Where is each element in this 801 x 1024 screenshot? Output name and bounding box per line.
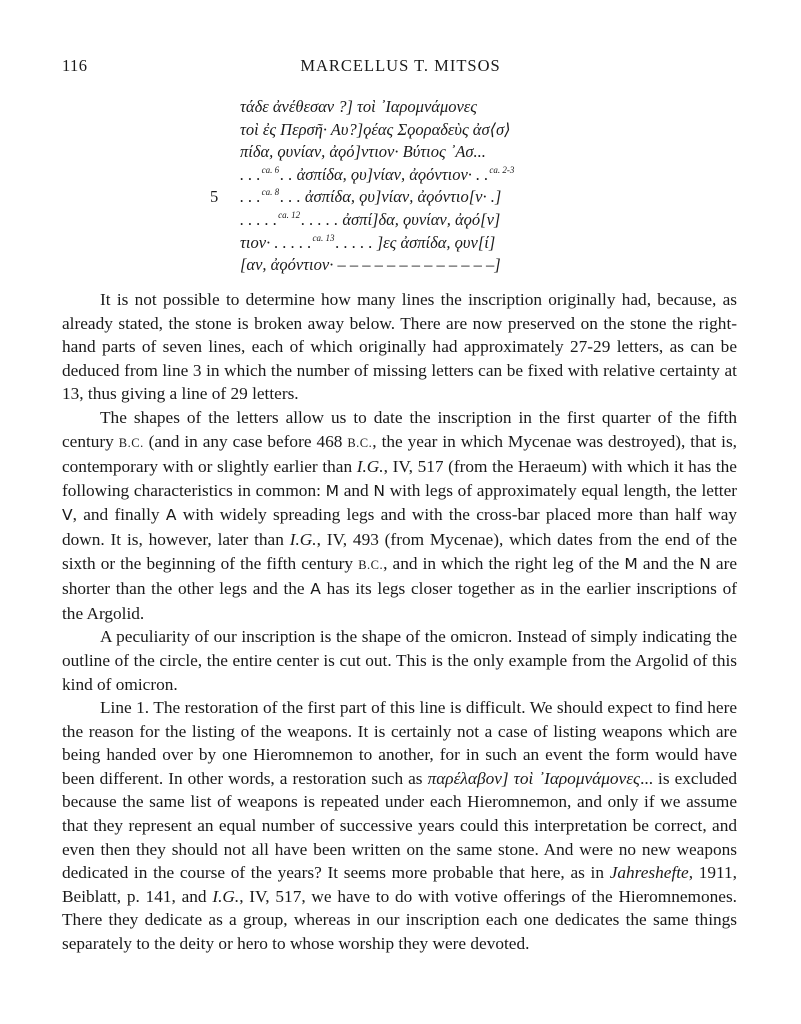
line-number: 5 bbox=[210, 187, 219, 207]
text-run: and the bbox=[637, 553, 700, 573]
inscription-line bbox=[240, 164, 660, 187]
text-run: (and in any case before 468 bbox=[143, 431, 348, 451]
italic-text: παρέλαβον] τοὶ ᾽Ιαρομνάμονες bbox=[427, 768, 641, 788]
inscription-segment: . . . ἀσπίδα, ϙυ]νίαν, ἀϙόντιο[ν· .] bbox=[280, 187, 502, 207]
text-run: , and finally bbox=[72, 505, 166, 525]
body-text bbox=[62, 288, 737, 956]
inscription-segment: τάδε ἀνέθεσαν ?] τοὶ ᾽Ιαρομνάμονες bbox=[240, 97, 478, 116]
italic-text: I.G. bbox=[289, 529, 317, 549]
lacuna-count: ca. 13 bbox=[312, 232, 335, 243]
inscription-segment: τιον· . . . . . bbox=[240, 232, 312, 252]
text-run: , IV, 517, we have to do with votive offerings of the Hieromnemones. There they dedicate as a group, whereas in our inscription each one dedicates the same things separately to the deity or hero to whose worship they were devoted. bbox=[62, 886, 737, 954]
inscription-segment: . . . . . ἀσπί]δα, ϙυνίαν, ἀϙό[ν] bbox=[301, 209, 501, 229]
inscription-segment: . . ἀσπίδα, ϙυ]νίαν, ἀϙόντιον· . . bbox=[280, 164, 489, 184]
small-caps-text: B.C. bbox=[347, 435, 373, 450]
italic-text: Jahreshefte bbox=[609, 863, 689, 883]
text-run: Line 1. The restoration of the first part of this line is difficult. We should expect to find here the reason for the listing of the weapons. It is certainly not a case of listing weapons which are being handed over by one Hieromnemon to another, for in such an event the form would have been different. In other words, a restoration such as bbox=[62, 698, 737, 788]
paragraph bbox=[62, 288, 737, 406]
letter-form: M bbox=[624, 554, 638, 573]
letter-form: N bbox=[373, 481, 385, 500]
text-run: has its legs closer together as in the earlier inscriptions of the Argolid. bbox=[62, 579, 737, 623]
italic-text: I.G. bbox=[356, 457, 384, 477]
inscription-segment: [αν, ἀϙόντιον· – – – – – – – – – – – – –] bbox=[240, 255, 501, 275]
lacuna-count: ca. 8 bbox=[261, 187, 280, 198]
text-run: with widely spreading legs and with the cross-bar placed more than half way down. It is, however, later than bbox=[62, 505, 738, 549]
text-run: with legs of approximately equal length, the letter bbox=[384, 480, 738, 500]
paragraph bbox=[62, 696, 737, 956]
inscription-segment: . . . . . ]ες ἀσπίδα, ϙυν[ί] bbox=[335, 232, 496, 252]
letter-form: N bbox=[699, 554, 711, 573]
paragraph bbox=[62, 625, 737, 696]
paragraph bbox=[62, 406, 737, 625]
page-number: 116 bbox=[62, 56, 88, 75]
text-run: and bbox=[338, 480, 374, 500]
text-run: ... is excluded because the same list of weapons is repeated under each Hieromnemon, and only if we assume that they represent an equal number of successive years could this interpretation be correct, and even then they should not all have been written on the same stone. And were no new weapons dedicated in the course of the years? It seems more probable that here, as in bbox=[62, 768, 738, 883]
inscription-segment: . . . bbox=[240, 187, 261, 207]
lacuna-count: ca. 2-3 bbox=[489, 164, 515, 175]
lacuna-count: ca. 6 bbox=[261, 164, 280, 175]
text-run: are shorter than the other legs and the bbox=[62, 553, 738, 599]
text-run: , 1911, Beiblatt, p. 141, and bbox=[62, 863, 737, 906]
page-header bbox=[62, 56, 739, 80]
text-run: A peculiarity of our inscription is the shape of the omicron. Instead of simply indicating the outline of the circle, the entire center is cut out. This is the only example from the Argolid of this kind of omicron. bbox=[62, 627, 737, 694]
letter-form: A bbox=[165, 506, 177, 525]
inscription-segment: . . . . . bbox=[240, 209, 278, 229]
letter-form: V bbox=[62, 506, 73, 525]
inscription-line bbox=[240, 141, 660, 164]
lacuna-count: ca. 12 bbox=[278, 209, 301, 220]
inscription-segment: τοὶ ἐς Περσῆ· Αυ?]ϙέας Σϙοραδεὺς ἀσ⟨σ⟩ bbox=[240, 119, 511, 139]
italic-text: I.G. bbox=[212, 886, 240, 906]
inscription-line bbox=[210, 186, 660, 209]
inscription-line bbox=[240, 232, 660, 255]
inscription-text bbox=[210, 96, 660, 277]
text-run: , IV, 517 (from the Heraeum) with which it has the following characteristics in common: bbox=[62, 457, 737, 500]
inscription-segment: πίδα, ϙυνίαν, ἀϙό]ντιον· Βύτιος ᾽Ασ... bbox=[240, 142, 486, 162]
small-caps-text: B.C. bbox=[118, 435, 144, 450]
running-head: MARCELLUS T. MITSOS bbox=[300, 56, 501, 75]
text-run: , IV, 493 (from Mycenae), which dates from the end of the sixth or the beginning of the fifth century bbox=[62, 529, 738, 573]
inscription-line bbox=[240, 119, 660, 142]
text-run: The shapes of the letters allow us to date the inscription in the first quarter of the fifth century bbox=[62, 407, 737, 451]
small-caps-text: B.C. bbox=[358, 557, 384, 572]
inscription-line bbox=[240, 209, 660, 232]
inscription-segment: . . . bbox=[240, 164, 261, 184]
text-run: , and in which the right leg of the bbox=[383, 553, 625, 573]
text-run: It is not possible to determine how many lines the inscription originally had, because, as already stated, the stone is broken away below. There are now preserved on the stone the right-hand parts of seven lines, each of which originally had approximately 27-29 letters, as can be deduced from line 3 in which the number of missing letters can be fixed with relative certainty at 13, thus giving a line of 29 letters. bbox=[62, 290, 737, 404]
letter-form: M bbox=[325, 481, 339, 500]
inscription-line bbox=[240, 254, 660, 277]
letter-form: A bbox=[310, 580, 321, 599]
inscription-line bbox=[240, 96, 660, 119]
text-run: , the year in which Mycenae was destroyed), that is, contemporary with or slightly earlier than bbox=[62, 431, 737, 477]
